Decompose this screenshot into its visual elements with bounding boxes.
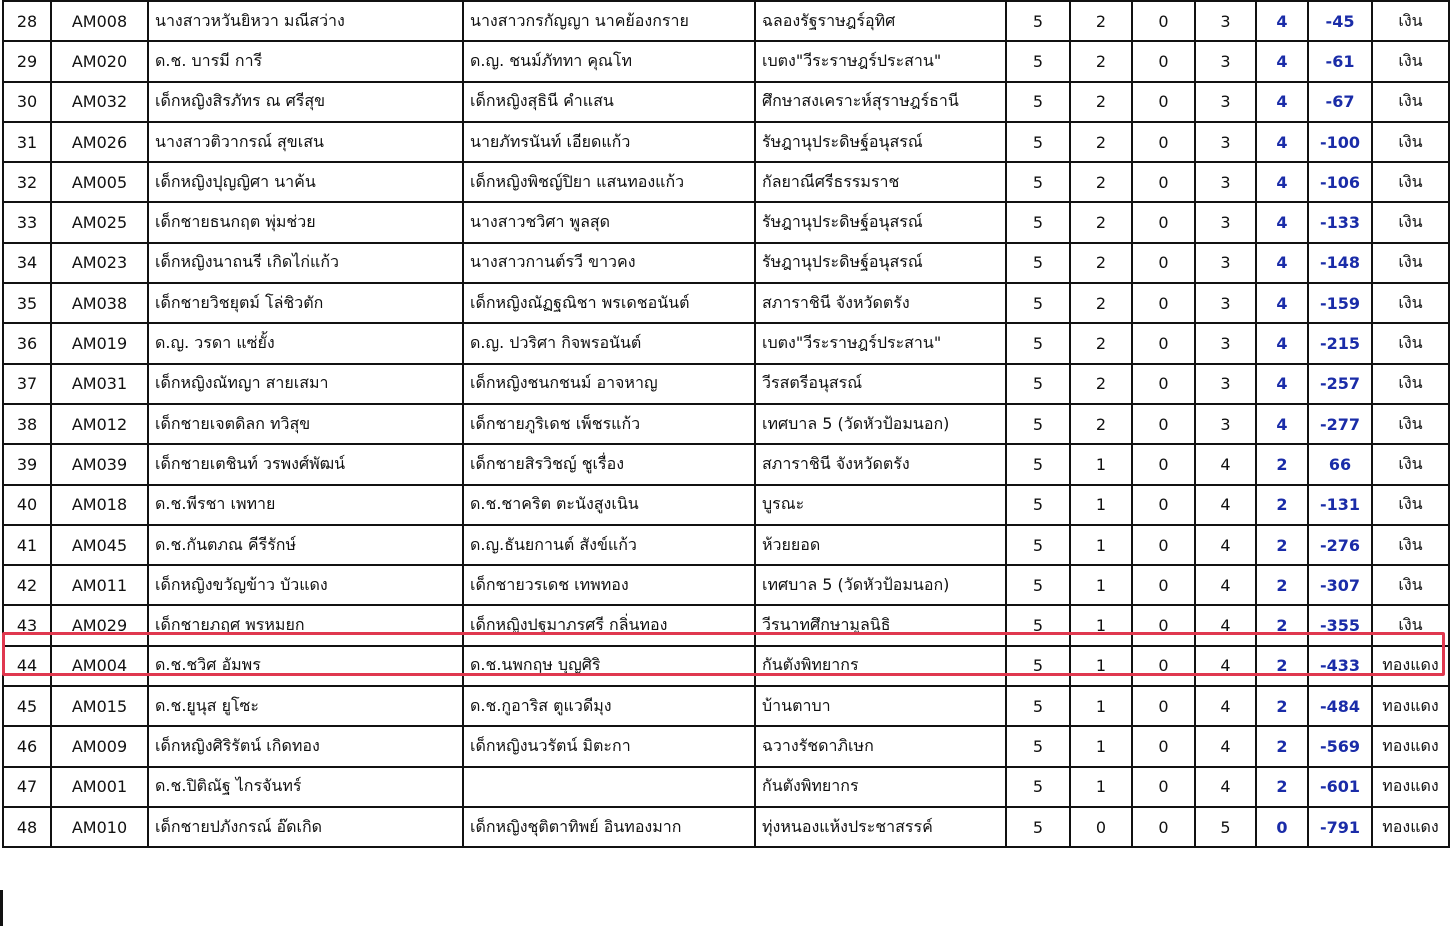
member-2-name: ด.ช.ชาคริต ตะนังสูงเนิน — [463, 485, 755, 525]
table-row — [3, 807, 1449, 847]
team-code: AM026 — [51, 122, 148, 162]
team-code: AM018 — [51, 485, 148, 525]
row-number: 37 — [3, 364, 51, 404]
stat-2: 1 — [1070, 525, 1132, 565]
stat-2: 2 — [1070, 283, 1132, 323]
medal-award: เงิน — [1372, 41, 1449, 81]
stat-2: 1 — [1070, 726, 1132, 766]
member-1-name: ด.ช. บารมี การี — [148, 41, 463, 81]
member-1-name: เด็กชายเตชินท์ วรพงศ์พัฒน์ — [148, 444, 463, 484]
stat-1: 5 — [1006, 767, 1070, 807]
score-diff: -61 — [1308, 41, 1372, 81]
team-code: AM039 — [51, 444, 148, 484]
table-row — [3, 485, 1449, 525]
row-number: 40 — [3, 485, 51, 525]
score-value: 4 — [1256, 82, 1308, 122]
stat-1: 5 — [1006, 485, 1070, 525]
score-diff: -791 — [1308, 807, 1372, 847]
team-code: AM011 — [51, 565, 148, 605]
medal-award: เงิน — [1372, 202, 1449, 242]
score-value: 2 — [1256, 646, 1308, 686]
row-number: 32 — [3, 162, 51, 202]
stat-1: 5 — [1006, 364, 1070, 404]
member-2-name: ด.ญ. ปวริศา กิจพรอนันต์ — [463, 323, 755, 363]
stat-2: 2 — [1070, 162, 1132, 202]
medal-award: เงิน — [1372, 364, 1449, 404]
score-value: 4 — [1256, 323, 1308, 363]
score-diff: 66 — [1308, 444, 1372, 484]
stat-1: 5 — [1006, 525, 1070, 565]
stat-3: 0 — [1132, 1, 1195, 41]
row-number: 41 — [3, 525, 51, 565]
team-code: AM031 — [51, 364, 148, 404]
stat-4: 3 — [1195, 243, 1256, 283]
stat-4: 3 — [1195, 202, 1256, 242]
stat-3: 0 — [1132, 726, 1195, 766]
stat-2: 1 — [1070, 485, 1132, 525]
score-value: 2 — [1256, 525, 1308, 565]
team-code: AM045 — [51, 525, 148, 565]
team-code: AM038 — [51, 283, 148, 323]
stat-2: 2 — [1070, 122, 1132, 162]
table-row — [3, 605, 1449, 645]
medal-award: เงิน — [1372, 82, 1449, 122]
school-name: วีรสตรีอนุสรณ์ — [755, 364, 1006, 404]
score-diff: -569 — [1308, 726, 1372, 766]
stat-3: 0 — [1132, 283, 1195, 323]
stat-1: 5 — [1006, 1, 1070, 41]
member-1-name: นางสาวติวากรณ์ สุขเสน — [148, 122, 463, 162]
member-2-name: ด.ช.กูอาริส ตูแวดีมุง — [463, 686, 755, 726]
member-1-name: ด.ญ. วรดา แซ่ยั้ง — [148, 323, 463, 363]
score-diff: -433 — [1308, 646, 1372, 686]
score-diff: -276 — [1308, 525, 1372, 565]
score-diff: -277 — [1308, 404, 1372, 444]
medal-award: เงิน — [1372, 485, 1449, 525]
row-number: 47 — [3, 767, 51, 807]
score-diff: -67 — [1308, 82, 1372, 122]
member-1-name: เด็กชายธนกฤต พุ่มช่วย — [148, 202, 463, 242]
school-name: เทศบาล 5 (วัดหัวป้อมนอก) — [755, 565, 1006, 605]
school-name: สภาราชินี จังหวัดตรัง — [755, 283, 1006, 323]
score-value: 4 — [1256, 1, 1308, 41]
member-2-name: นางสาวกานต์รวี ขาวคง — [463, 243, 755, 283]
medal-award: เงิน — [1372, 122, 1449, 162]
team-code: AM004 — [51, 646, 148, 686]
stat-4: 4 — [1195, 485, 1256, 525]
member-1-name: เด็กหญิงสิรภัทร ณ ศรีสุข — [148, 82, 463, 122]
row-number: 42 — [3, 565, 51, 605]
row-number: 43 — [3, 605, 51, 645]
stat-3: 0 — [1132, 807, 1195, 847]
medal-award: เงิน — [1372, 444, 1449, 484]
team-code: AM019 — [51, 323, 148, 363]
stat-2: 1 — [1070, 686, 1132, 726]
member-2-name: เด็กหญิงณัฏฐณิชา พรเดชอนันต์ — [463, 283, 755, 323]
member-1-name: ด.ช.ชวิศ อัมพร — [148, 646, 463, 686]
stat-4: 3 — [1195, 404, 1256, 444]
stat-2: 2 — [1070, 41, 1132, 81]
member-2-name: เด็กชายวรเดช เทพทอง — [463, 565, 755, 605]
stat-1: 5 — [1006, 807, 1070, 847]
stat-3: 0 — [1132, 646, 1195, 686]
member-1-name: เด็กหญิงปุญญิศา นาค้น — [148, 162, 463, 202]
school-name: เบตง"วีระราษฎร์ประสาน" — [755, 41, 1006, 81]
medal-award: ทองแดง — [1372, 767, 1449, 807]
score-diff: -100 — [1308, 122, 1372, 162]
row-number: 34 — [3, 243, 51, 283]
table-row — [3, 243, 1449, 283]
stat-1: 5 — [1006, 283, 1070, 323]
stat-2: 2 — [1070, 1, 1132, 41]
stat-4: 3 — [1195, 162, 1256, 202]
member-1-name: ด.ช.ยูนุส ยูโซะ — [148, 686, 463, 726]
score-diff: -355 — [1308, 605, 1372, 645]
member-2-name: เด็กหญิงปฐมาภรศรี กลิ่นทอง — [463, 605, 755, 645]
score-value: 2 — [1256, 605, 1308, 645]
score-diff: -307 — [1308, 565, 1372, 605]
member-1-name: เด็กชายปภังกรณ์ อ๊ดเกิด — [148, 807, 463, 847]
school-name: ทุ่งหนองแห้งประชาสรรค์ — [755, 807, 1006, 847]
stat-2: 1 — [1070, 565, 1132, 605]
team-code: AM005 — [51, 162, 148, 202]
stat-4: 4 — [1195, 767, 1256, 807]
stat-2: 2 — [1070, 243, 1132, 283]
row-number: 30 — [3, 82, 51, 122]
stat-1: 5 — [1006, 122, 1070, 162]
table-row — [3, 404, 1449, 444]
results-rows — [3, 1, 1449, 847]
stat-2: 1 — [1070, 605, 1132, 645]
team-code: AM001 — [51, 767, 148, 807]
score-value: 4 — [1256, 162, 1308, 202]
stat-3: 0 — [1132, 122, 1195, 162]
stat-4: 4 — [1195, 646, 1256, 686]
stat-3: 0 — [1132, 565, 1195, 605]
row-number: 28 — [3, 1, 51, 41]
stat-1: 5 — [1006, 82, 1070, 122]
row-number: 48 — [3, 807, 51, 847]
school-name: ฉวางรัชดาภิเษก — [755, 726, 1006, 766]
row-number: 33 — [3, 202, 51, 242]
row-number: 36 — [3, 323, 51, 363]
table-left-border — [0, 890, 3, 926]
stat-1: 5 — [1006, 162, 1070, 202]
member-1-name: เด็กหญิงนาถนรี เกิดไก่แก้ว — [148, 243, 463, 283]
team-code: AM012 — [51, 404, 148, 444]
member-2-name: เด็กหญิงนวรัตน์ มิตะกา — [463, 726, 755, 766]
row-number: 38 — [3, 404, 51, 444]
medal-award: เงิน — [1372, 243, 1449, 283]
school-name: รัษฎานุประดิษฐ์อนุสรณ์ — [755, 243, 1006, 283]
score-diff: -133 — [1308, 202, 1372, 242]
stat-4: 4 — [1195, 726, 1256, 766]
stat-3: 0 — [1132, 404, 1195, 444]
stat-3: 0 — [1132, 767, 1195, 807]
score-value: 2 — [1256, 767, 1308, 807]
score-value: 2 — [1256, 444, 1308, 484]
score-value: 4 — [1256, 364, 1308, 404]
stat-4: 3 — [1195, 41, 1256, 81]
member-1-name: เด็กหญิงศิริรัตน์ เกิดทอง — [148, 726, 463, 766]
table-row — [3, 202, 1449, 242]
row-number: 44 — [3, 646, 51, 686]
member-1-name: เด็กหญิงณัทญา สายเสมา — [148, 364, 463, 404]
school-name: บ้านตาบา — [755, 686, 1006, 726]
member-1-name: เด็กชายวิชยุตม์ โล่ชิวตัก — [148, 283, 463, 323]
stat-4: 3 — [1195, 82, 1256, 122]
team-code: AM010 — [51, 807, 148, 847]
table-row — [3, 767, 1449, 807]
medal-award: เงิน — [1372, 323, 1449, 363]
school-name: ห้วยยอด — [755, 525, 1006, 565]
score-value: 4 — [1256, 41, 1308, 81]
score-diff: -45 — [1308, 1, 1372, 41]
score-diff: -484 — [1308, 686, 1372, 726]
member-2-name: ด.ช.นพกฤษ บุญศิริ — [463, 646, 755, 686]
stat-3: 0 — [1132, 82, 1195, 122]
stat-4: 3 — [1195, 323, 1256, 363]
medal-award: เงิน — [1372, 525, 1449, 565]
school-name: รัษฎานุประดิษฐ์อนุสรณ์ — [755, 202, 1006, 242]
table-row — [3, 565, 1449, 605]
stat-3: 0 — [1132, 323, 1195, 363]
medal-award: ทองแดง — [1372, 726, 1449, 766]
stat-3: 0 — [1132, 243, 1195, 283]
stat-4: 4 — [1195, 444, 1256, 484]
member-2-name: ด.ญ. ชนม์ภัททา คุณโท — [463, 41, 755, 81]
row-number: 35 — [3, 283, 51, 323]
score-value: 2 — [1256, 726, 1308, 766]
row-number: 29 — [3, 41, 51, 81]
member-1-name: ด.ช.ปิติณัฐ ไกรจันทร์ — [148, 767, 463, 807]
results-table — [2, 0, 1450, 848]
score-diff: -131 — [1308, 485, 1372, 525]
team-code: AM020 — [51, 41, 148, 81]
table-row — [3, 283, 1449, 323]
table-row — [3, 82, 1449, 122]
score-diff: -215 — [1308, 323, 1372, 363]
table-row — [3, 726, 1449, 766]
stat-3: 0 — [1132, 444, 1195, 484]
member-2-name: นางสาวกรกัญญา นาคย้องกราย — [463, 1, 755, 41]
stat-4: 3 — [1195, 364, 1256, 404]
medal-award: เงิน — [1372, 283, 1449, 323]
member-2-name: เด็กหญิงพิชญ์ปิยา แสนทองแก้ว — [463, 162, 755, 202]
team-code: AM015 — [51, 686, 148, 726]
stat-1: 5 — [1006, 243, 1070, 283]
member-2-name: เด็กชายสิรวิชญ์ ชูเรื่อง — [463, 444, 755, 484]
score-value: 2 — [1256, 485, 1308, 525]
team-code: AM008 — [51, 1, 148, 41]
medal-award: ทองแดง — [1372, 646, 1449, 686]
score-diff: -159 — [1308, 283, 1372, 323]
score-diff: -601 — [1308, 767, 1372, 807]
stat-1: 5 — [1006, 323, 1070, 363]
school-name: เบตง"วีระราษฎร์ประสาน" — [755, 323, 1006, 363]
school-name: บูรณะ — [755, 485, 1006, 525]
school-name: เทศบาล 5 (วัดหัวป้อมนอก) — [755, 404, 1006, 444]
stat-3: 0 — [1132, 485, 1195, 525]
score-value: 4 — [1256, 122, 1308, 162]
stat-2: 1 — [1070, 767, 1132, 807]
member-2-name: ด.ญ.ธันยกานต์ สังข์แก้ว — [463, 525, 755, 565]
stat-2: 0 — [1070, 807, 1132, 847]
stat-1: 5 — [1006, 202, 1070, 242]
member-2-name: นายภัทรนันท์ เอียดแก้ว — [463, 122, 755, 162]
table-row — [3, 686, 1449, 726]
stat-4: 3 — [1195, 1, 1256, 41]
stat-1: 5 — [1006, 404, 1070, 444]
score-value: 4 — [1256, 243, 1308, 283]
score-value: 2 — [1256, 686, 1308, 726]
team-code: AM029 — [51, 605, 148, 645]
stat-3: 0 — [1132, 41, 1195, 81]
member-2-name: เด็กชายภูริเดช เพ็ชรแก้ว — [463, 404, 755, 444]
table-row — [3, 122, 1449, 162]
table-row — [3, 444, 1449, 484]
table-row — [3, 162, 1449, 202]
score-value: 2 — [1256, 565, 1308, 605]
medal-award: ทองแดง — [1372, 686, 1449, 726]
medal-award: เงิน — [1372, 565, 1449, 605]
stat-2: 2 — [1070, 364, 1132, 404]
stat-1: 5 — [1006, 444, 1070, 484]
school-name: ฉลองรัฐราษฎร์อุทิศ — [755, 1, 1006, 41]
member-2-name — [463, 767, 755, 807]
school-name: กันตังพิทยากร — [755, 646, 1006, 686]
stat-1: 5 — [1006, 41, 1070, 81]
score-diff: -148 — [1308, 243, 1372, 283]
stat-4: 3 — [1195, 122, 1256, 162]
stat-2: 2 — [1070, 202, 1132, 242]
row-number: 46 — [3, 726, 51, 766]
table-row — [3, 41, 1449, 81]
table-row — [3, 364, 1449, 404]
medal-award: เงิน — [1372, 1, 1449, 41]
score-value: 4 — [1256, 202, 1308, 242]
medal-award: เงิน — [1372, 605, 1449, 645]
stat-4: 4 — [1195, 605, 1256, 645]
member-2-name: นางสาวชวิศา พูลสุด — [463, 202, 755, 242]
score-value: 0 — [1256, 807, 1308, 847]
school-name: สภาราชินี จังหวัดตรัง — [755, 444, 1006, 484]
stat-1: 5 — [1006, 565, 1070, 605]
row-number: 45 — [3, 686, 51, 726]
stat-1: 5 — [1006, 605, 1070, 645]
stat-2: 2 — [1070, 404, 1132, 444]
member-1-name: นางสาวหวันยิหวา มณีสว่าง — [148, 1, 463, 41]
stat-3: 0 — [1132, 525, 1195, 565]
medal-award: เงิน — [1372, 404, 1449, 444]
member-1-name: เด็กหญิงขวัญข้าว บัวแดง — [148, 565, 463, 605]
score-diff: -257 — [1308, 364, 1372, 404]
school-name: กัลยาณีศรีธรรมราช — [755, 162, 1006, 202]
school-name: รัษฎานุประดิษฐ์อนุสรณ์ — [755, 122, 1006, 162]
school-name: กันตังพิทยากร — [755, 767, 1006, 807]
row-number: 31 — [3, 122, 51, 162]
stat-1: 5 — [1006, 646, 1070, 686]
table-row — [3, 323, 1449, 363]
stat-4: 5 — [1195, 807, 1256, 847]
stat-3: 0 — [1132, 686, 1195, 726]
stat-4: 4 — [1195, 686, 1256, 726]
school-name: วีรนาทศึกษามูลนิธิ — [755, 605, 1006, 645]
stat-1: 5 — [1006, 726, 1070, 766]
member-2-name: เด็กหญิงชุติตาทิพย์ อินทองมาก — [463, 807, 755, 847]
medal-award: เงิน — [1372, 162, 1449, 202]
member-1-name: เด็กชายเจตดิลก ทวิสุข — [148, 404, 463, 444]
school-name: ศึกษาสงเคราะห์สุราษฎร์ธานี — [755, 82, 1006, 122]
team-code: AM023 — [51, 243, 148, 283]
stat-2: 2 — [1070, 323, 1132, 363]
member-1-name: ด.ช.พีรชา เพทาย — [148, 485, 463, 525]
member-2-name: เด็กหญิงชนกชนม์ อาจหาญ — [463, 364, 755, 404]
stat-3: 0 — [1132, 202, 1195, 242]
stat-2: 1 — [1070, 444, 1132, 484]
score-value: 4 — [1256, 404, 1308, 444]
team-code: AM009 — [51, 726, 148, 766]
stat-1: 5 — [1006, 686, 1070, 726]
medal-award: ทองแดง — [1372, 807, 1449, 847]
score-diff: -106 — [1308, 162, 1372, 202]
stat-3: 0 — [1132, 364, 1195, 404]
stat-2: 2 — [1070, 82, 1132, 122]
stat-4: 4 — [1195, 525, 1256, 565]
member-2-name: เด็กหญิงสุธินี คำแสน — [463, 82, 755, 122]
member-1-name: เด็กชายภฤศ พรหมยก — [148, 605, 463, 645]
stat-3: 0 — [1132, 605, 1195, 645]
table-row — [3, 525, 1449, 565]
stat-2: 1 — [1070, 646, 1132, 686]
row-number: 39 — [3, 444, 51, 484]
member-1-name: ด.ช.กันตภณ คีรีรักษ์ — [148, 525, 463, 565]
score-value: 4 — [1256, 283, 1308, 323]
stat-4: 4 — [1195, 565, 1256, 605]
team-code: AM032 — [51, 82, 148, 122]
table-row — [3, 1, 1449, 41]
stat-3: 0 — [1132, 162, 1195, 202]
stat-4: 3 — [1195, 283, 1256, 323]
table-row — [3, 646, 1449, 686]
team-code: AM025 — [51, 202, 148, 242]
